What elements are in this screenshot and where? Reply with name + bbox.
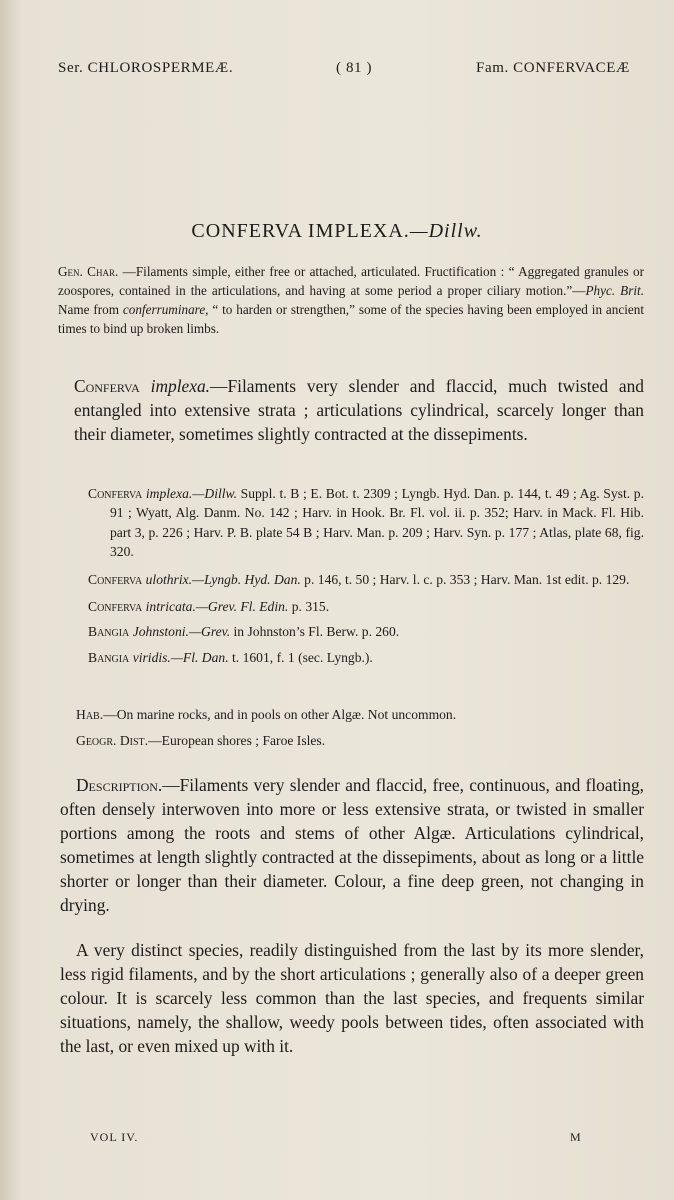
synonym-refs: p. 315. — [288, 599, 330, 615]
title-name: CONFERVA IMPLEXA. — [191, 220, 410, 242]
synonym-genus: Conferva — [88, 571, 143, 587]
diagnosis-genus: Conferva — [74, 376, 140, 396]
synonym-genus: Bangia — [88, 624, 130, 640]
footer-volume: VOL IV. — [90, 1130, 139, 1144]
title-author: —Dillw. — [409, 220, 483, 242]
gen-char-label: Gen. Char. — [58, 264, 119, 279]
description-text: —Filaments very slender and flaccid, free, continuous, and floating, often densely interwoven into more or less extensive strata, or twisted in smaller portions among the roots and stems of other Algæ. Articulations cylindrical, sometimes at length slightly contracted at the dissepiments, about as long or a little shorter or longer than their diameter. Colour, a fine deep green, not changing in drying. — [60, 775, 644, 915]
page-number: ( 81 ) — [336, 60, 373, 76]
synonym-refs: in Johnston’s Fl. Berw. p. 260. — [230, 624, 400, 640]
diagnosis-paragraph — [76, 374, 644, 446]
running-header-right: Fam. CONFERVACEÆ — [476, 60, 630, 76]
gen-char-text-2: Name from — [58, 302, 123, 317]
synonym-entry — [88, 484, 644, 562]
gen-char-latin-word: conferruminare, — [122, 302, 209, 317]
synonym-species: intricata.—Grev. Fl. Edin. — [142, 599, 289, 615]
synonym-species: viridis.—Fl. Dan. — [129, 649, 229, 665]
synonym-refs: Suppl. t. B ; E. Bot. t. 2309 ; Lyngb. Hyd. Dan. p. 144, t. 49 ; Ag. Syst. p. 91 ; Wyatt, Alg. Danm. No. 142 ; Harv. in Hook. Br. Fl. vol. ii. p. 352; Harv. in Mack. Fl. Hib. part 3, p. 226 ; Harv. P. B. plate 54 B ; Harv. Man. p. 209 ; Harv. Syn. p. 177 ; Atlas, plate 68, fig. 320. — [110, 486, 644, 560]
generic-character — [58, 262, 644, 338]
synonym-genus: Bangia — [88, 649, 130, 665]
synonym-species: Johnstoni.—Grev. — [129, 624, 231, 640]
footer-signature-mark: M — [570, 1130, 581, 1144]
species-title — [0, 220, 674, 243]
habitat-label: Hab. — [76, 707, 104, 722]
running-header-left: Ser. CHLOROSPERMEÆ. — [58, 60, 234, 76]
description-label: Description. — [76, 775, 163, 795]
synonym-species: implexa.—Dillw. — [142, 486, 237, 501]
synonym-genus: Conferva — [88, 599, 143, 615]
remarks-paragraph — [60, 938, 644, 1058]
description-paragraph — [60, 773, 644, 917]
habitat-line — [76, 705, 644, 724]
diagnosis-text: —Filaments very slender and flaccid, much twisted and entangled into extensive strata ; articulations cylindrical, scarcely longer than their diameter, sometimes slightly contracted at the dissepiments. — [74, 376, 644, 444]
synonym-entry — [88, 597, 644, 616]
synonym-entry — [88, 570, 644, 589]
remarks-text: A very distinct species, readily distinguished from the last by its more slender, less rigid filaments, and by the short articulations ; generally also of a deeper green colour. It is scarcely less common than the last species, and frequents similar situations, namely, the shallow, weedy pools between tides, often associated with the last, or even mixed up with it. — [60, 940, 644, 1056]
diagnosis-species: implexa. — [139, 376, 211, 396]
synonym-genus: Conferva — [88, 486, 143, 501]
geographic-distribution-line — [76, 731, 644, 750]
gen-char-citation: Phyc. Brit. — [585, 283, 644, 298]
synonym-entry — [88, 622, 644, 641]
geography-text: —European shores ; Faroe Isles. — [148, 733, 326, 748]
gen-char-text-3: “ to harden or strengthen,” some of the species having been employed in ancient times to bind up broken limbs. — [58, 302, 644, 336]
geography-label: Geogr. Dist. — [76, 733, 149, 748]
synonym-species: ulothrix.—Lyngb. Hyd. Dan. — [142, 571, 301, 587]
synonym-refs: p. 146, t. 50 ; Harv. l. c. p. 353 ; Harv. Man. 1st edit. p. 129. — [300, 571, 630, 587]
synonymy-list — [88, 484, 644, 667]
habitat-text: —On marine rocks, and in pools on other Algæ. Not uncommon. — [103, 707, 457, 722]
gen-char-text: —Filaments simple, either free or attached, articulated. Fructification : “ Aggregated granules or zoospores, contained in the articulations, and having at some period a proper ciliary motion.”— — [58, 264, 644, 298]
synonym-refs: t. 1601, f. 1 (sec. Lyngb.). — [228, 649, 373, 665]
synonym-entry — [88, 648, 644, 667]
